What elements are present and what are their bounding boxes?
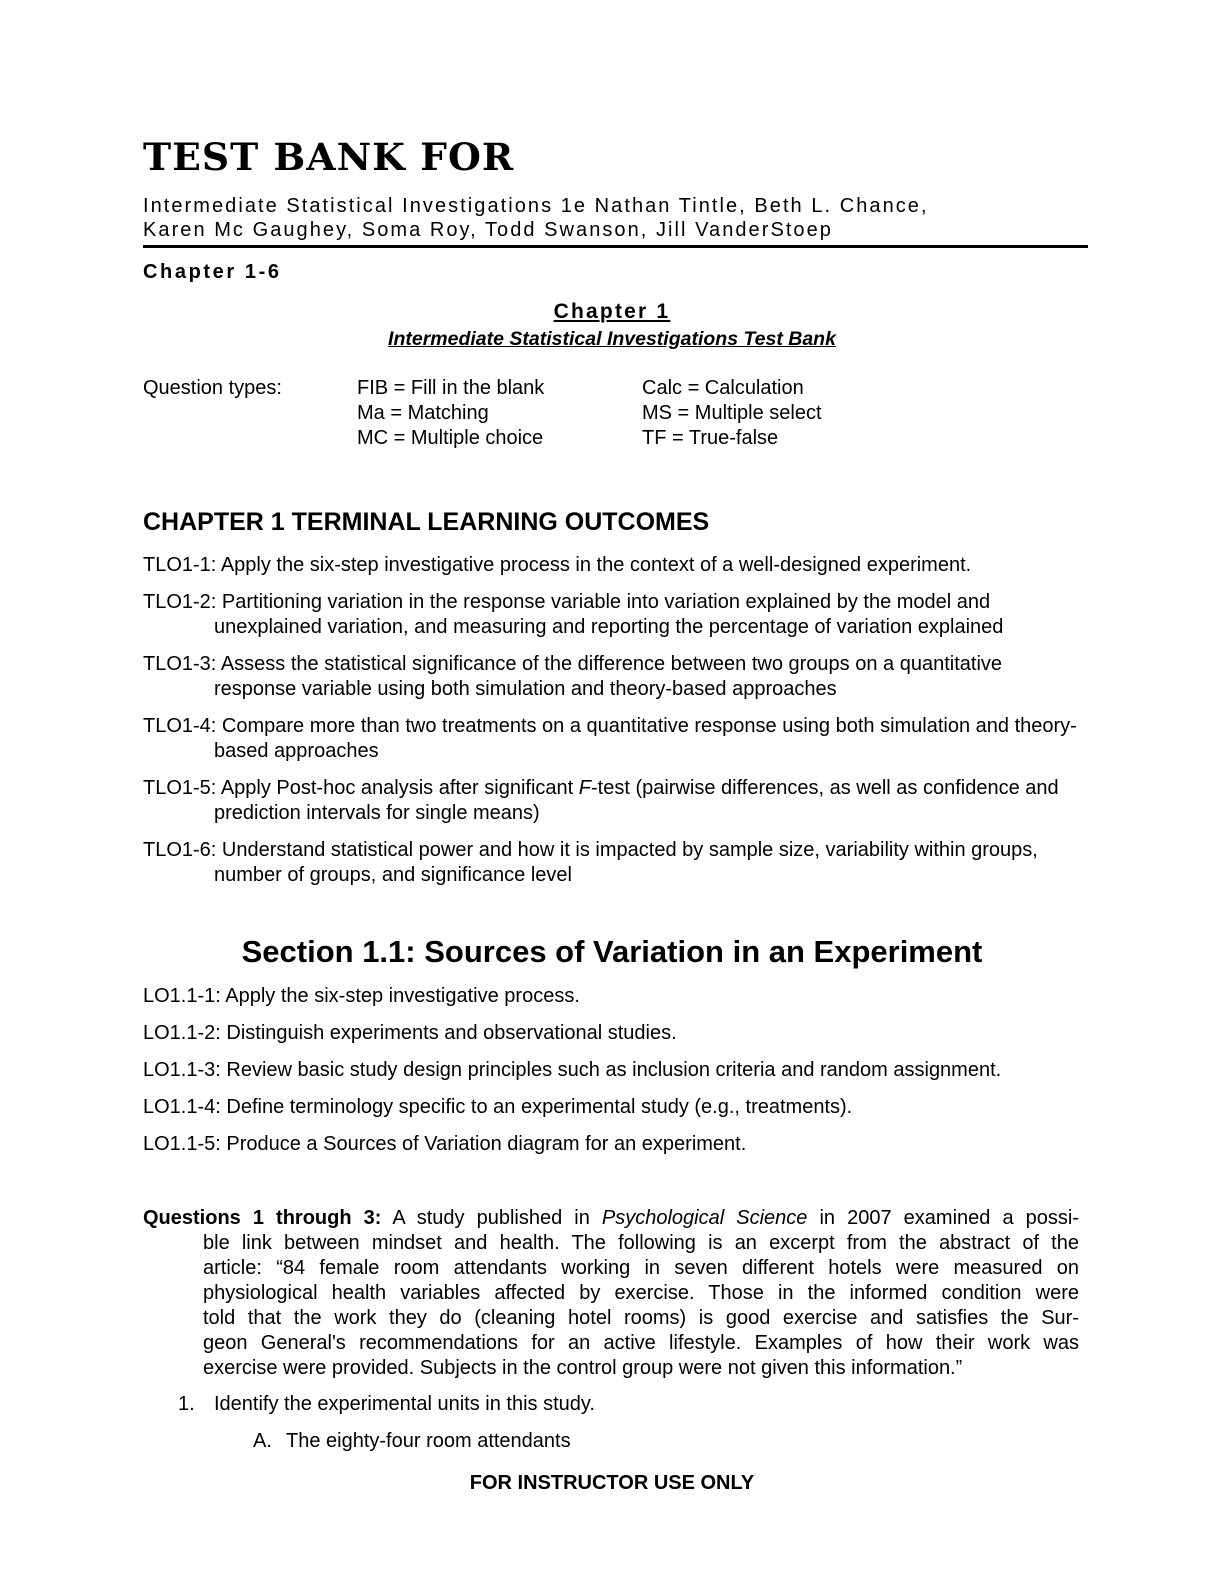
journal-name: Psychological Science <box>601 1207 808 1229</box>
tlo-item: TLO1-1: Apply the six-step investigative process in the context of a well-designed experiment. <box>143 554 972 576</box>
question-types-label: Question types: <box>143 377 282 399</box>
option-text: The eighty-four room attendants <box>286 1430 571 1452</box>
question-type-fib: FIB = Fill in the blank <box>357 377 545 399</box>
question-stem <box>143 1206 1079 1381</box>
option-letter: A. <box>253 1430 272 1452</box>
question-text-line: exercise were provided. Subjects in the control group were not given this information.” <box>203 1357 963 1379</box>
question-lead: Questions 1 through 3: <box>143 1207 382 1229</box>
tlo-item <box>143 776 1088 826</box>
lo-item: LO1.1-5: Produce a Sources of Variation diagram for an experiment. <box>143 1133 747 1155</box>
lo-item: LO1.1-2: Distinguish experiments and observational studies. <box>143 1022 677 1044</box>
chapter-subheading: Intermediate Statistical Investigations Test Bank <box>388 328 836 350</box>
question-text-line: geon General's recommendations for an active lifestyle. Examples of how their work was <box>203 1332 1079 1354</box>
book-subtitle-line-1: Intermediate Statistical Investigations 1e Nathan Tintle, Beth L. Chance, <box>143 195 929 217</box>
book-subtitle-line-2: Karen Mc Gaughey, Soma Roy, Todd Swanson, Jill VanderStoep <box>143 219 833 241</box>
chapter-heading: Chapter 1 <box>553 300 671 323</box>
tlo-item: TLO1-3: Assess the statistical significance of the difference between two groups on a quantitative response variable using both simulation and theory-based approaches <box>143 653 1003 700</box>
tlo-item-text-cont: -test (pairwise differences, as well as confidence and prediction intervals for single means) <box>214 777 1059 824</box>
section-title: Section 1.1: Sources of Variation in an Experiment <box>241 934 983 969</box>
f-italic: F <box>578 777 591 799</box>
lo-item: LO1.1-4: Define terminology specific to an experimental study (e.g., treatments). <box>143 1096 853 1118</box>
question-type-ms: MS = Multiple select <box>642 402 822 424</box>
question-text-line: told that the work they do (cleaning hotel rooms) is good exercise and satisfies the Sur- <box>203 1307 1079 1329</box>
question-text: A study published in <box>381 1207 602 1229</box>
tlo-item-text: TLO1-5: Apply Post-hoc analysis after significant <box>143 777 579 799</box>
question-text-line: article: “84 female room attendants working in seven different hotels were measured on <box>203 1257 1079 1279</box>
question-type-calc: Calc = Calculation <box>642 377 804 399</box>
header-divider <box>143 245 1088 248</box>
lo-item: LO1.1-3: Review basic study design principles such as inclusion criteria and random assignment. <box>143 1059 1002 1081</box>
tlo-item: TLO1-2: Partitioning variation in the response variable into variation explained by the model and unexplained variation, and measuring and reporting the percentage of variation explained <box>143 591 1004 638</box>
tlo-item: TLO1-6: Understand statistical power and how it is impacted by sample size, variability within groups, number of groups, and significance level <box>143 839 1038 886</box>
tlo-item: TLO1-4: Compare more than two treatments on a quantitative response using both simulation and theory-based approaches <box>143 715 1077 762</box>
question-type-tf: TF = True-false <box>642 427 779 449</box>
question-number: 1. <box>178 1393 195 1415</box>
question-text: in 2007 examined a possi- <box>807 1207 1079 1229</box>
question-text-line: physiological health variables affected by exercise. Those in the informed condition were <box>203 1282 1079 1304</box>
question-type-mc: MC = Multiple choice <box>357 427 544 449</box>
document-title: TEST BANK FOR <box>143 135 515 179</box>
lo-item: LO1.1-1: Apply the six-step investigative process. <box>143 985 580 1007</box>
question-text-line: ble link between mindset and health. The following is an excerpt from the abstract of the <box>203 1232 1079 1254</box>
chapter-range: Chapter 1-6 <box>143 261 282 283</box>
question-type-ma: Ma = Matching <box>357 402 489 424</box>
question-text: Identify the experimental units in this study. <box>214 1393 595 1415</box>
terminal-outcomes-title: CHAPTER 1 TERMINAL LEARNING OUTCOMES <box>143 508 710 536</box>
page-footer: FOR INSTRUCTOR USE ONLY <box>469 1472 755 1494</box>
